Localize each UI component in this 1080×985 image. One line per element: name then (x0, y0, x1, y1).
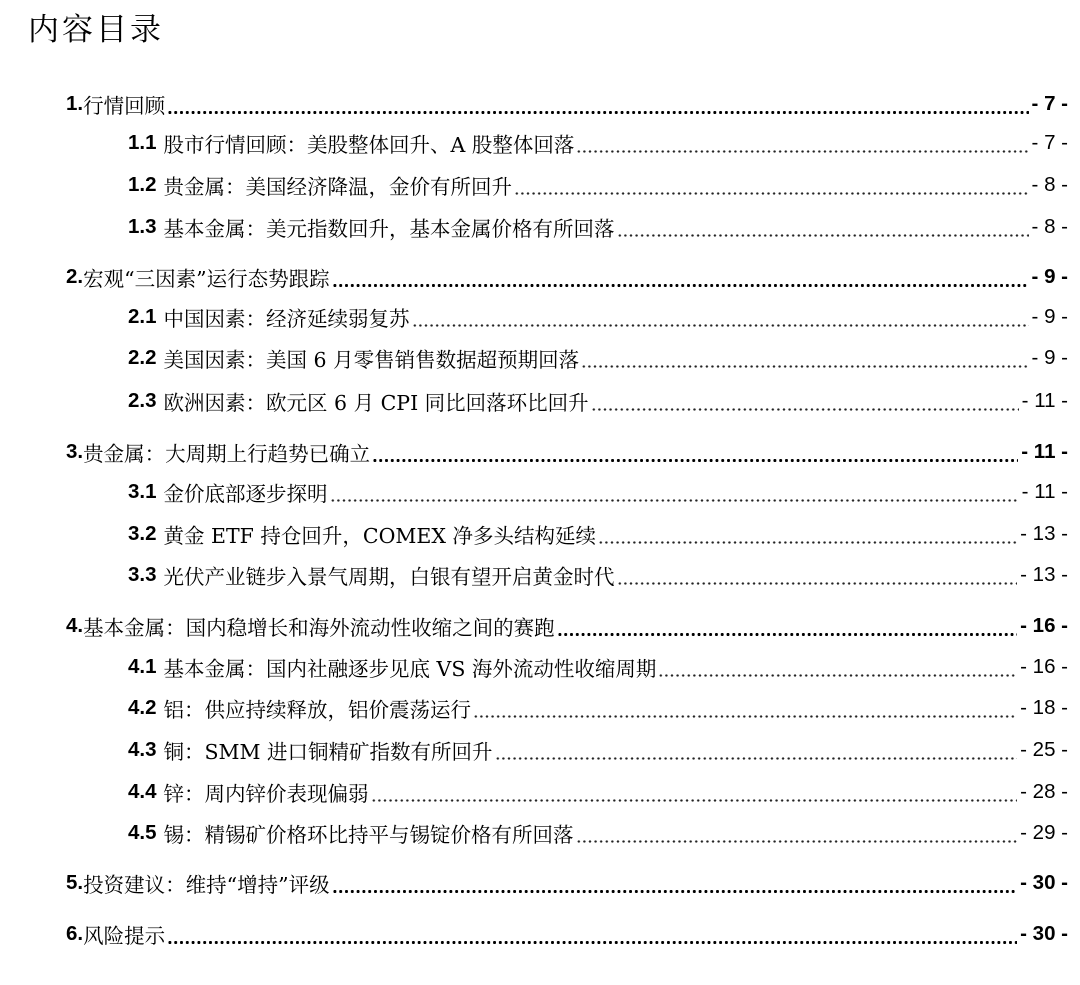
toc-entry-page: - 9 - (1031, 346, 1068, 369)
toc-entry-number: 1. (66, 92, 84, 115)
toc-entry-number: 4. (66, 614, 84, 637)
toc-entry-number: 3.3 (128, 563, 157, 586)
toc-entry-3[interactable] (66, 436, 1068, 468)
toc-entry-page: - 9 - (1031, 305, 1068, 328)
toc-entry-number: 4.3 (128, 738, 157, 761)
toc-entry-title: 股市行情回顾：美股整体回升、A 股整体回落 (163, 133, 575, 157)
toc-entry-page: - 18 - (1020, 696, 1068, 719)
dot-leader (576, 132, 1028, 154)
toc-entry-title: 基本金属：美元指数回升，基本金属价格有所回落 (163, 217, 615, 241)
toc-entry-number: 1.3 (128, 215, 157, 238)
toc-entry-3-3[interactable] (128, 559, 1068, 591)
dot-leader (167, 93, 1028, 115)
toc-entry-title: 铜：SMM 进口铜精矿指数有所回升 (163, 740, 493, 764)
toc-entry-title: 基本金属：国内社融逐步见底 VS 海外流动性收缩周期 (163, 657, 657, 681)
toc-entry-number: 2.3 (128, 389, 157, 412)
toc-entry-number: 2.1 (128, 305, 157, 328)
page-title: 内容目录 (28, 12, 164, 48)
toc-entry-page: - 7 - (1031, 131, 1068, 154)
toc-entry-number: 1.2 (128, 173, 157, 196)
dot-leader (332, 266, 1029, 288)
toc-entry-number: 3.2 (128, 522, 157, 545)
toc-entry-number: 4.2 (128, 696, 157, 719)
dot-leader (167, 923, 1017, 945)
toc-entry-4-3[interactable] (128, 734, 1068, 766)
dot-leader (371, 781, 1018, 803)
toc-entry-number: 2. (66, 265, 84, 288)
toc-entry-title: 中国因素：经济延续弱复苏 (163, 307, 410, 331)
toc-entry-4-4[interactable] (128, 776, 1068, 808)
toc-entry-page: - 30 - (1020, 871, 1068, 894)
toc-entry-title: 贵金属：美国经济降温，金价有所回升 (163, 175, 512, 199)
toc-entry-number: 6. (66, 922, 84, 945)
toc-entry-page: - 8 - (1031, 215, 1068, 238)
toc-entry-page: - 11 - (1021, 480, 1068, 503)
dot-leader (598, 523, 1017, 545)
toc-entry-5[interactable] (66, 867, 1068, 899)
toc-entry-4-5[interactable] (128, 817, 1068, 849)
dot-leader (617, 216, 1029, 238)
toc-entry-title: 欧洲因素：欧元区 6 月 CPI 同比回落环比回升 (163, 391, 589, 415)
dot-leader (514, 174, 1029, 196)
toc-entry-title: 金价底部逐步探明 (163, 482, 328, 506)
toc-entry-title: 锡：精锡矿价格环比持平与锡锭价格有所回落 (163, 823, 574, 847)
dot-leader (557, 615, 1018, 637)
toc-entry-number: 4.5 (128, 821, 157, 844)
toc-entry-page: - 9 - (1031, 265, 1068, 288)
toc-entry-title: 行情回顾 (83, 94, 166, 118)
toc-entry-4[interactable] (66, 610, 1068, 642)
toc-entry-2[interactable] (66, 261, 1068, 293)
toc-entry-number: 4.4 (128, 780, 157, 803)
toc-entry-page: - 29 - (1020, 821, 1068, 844)
toc-entry-3-1[interactable] (128, 476, 1068, 508)
toc-entry-title: 基本金属：国内稳增长和海外流动性收缩之间的赛跑 (83, 616, 555, 640)
dot-leader (576, 822, 1018, 844)
toc-entry-1[interactable] (66, 88, 1068, 120)
toc-entry-number: 1.1 (128, 131, 157, 154)
toc-entry-title: 投资建议：维持“增持”评级 (83, 873, 330, 897)
toc-entry-number: 4.1 (128, 655, 157, 678)
toc-entry-2-2[interactable] (128, 342, 1068, 374)
toc-entry-2-1[interactable] (128, 301, 1068, 333)
toc-entry-4-2[interactable] (128, 692, 1068, 724)
toc-entry-page: - 16 - (1020, 655, 1068, 678)
toc-entry-number: 2.2 (128, 346, 157, 369)
toc-entry-page: - 25 - (1020, 738, 1068, 761)
dot-leader (412, 306, 1029, 328)
toc-entry-4-1[interactable] (128, 651, 1068, 683)
toc-entry-page: - 28 - (1020, 780, 1068, 803)
toc-entry-page: - 11 - (1021, 440, 1068, 463)
dot-leader (332, 872, 1018, 894)
dot-leader (581, 347, 1028, 369)
toc-entry-number: 3.1 (128, 480, 157, 503)
toc-entry-page: - 13 - (1020, 522, 1068, 545)
dot-leader (372, 441, 1018, 463)
dot-leader (330, 481, 1019, 503)
toc-entry-number: 3. (66, 440, 84, 463)
toc-entry-page: - 11 - (1021, 389, 1068, 412)
toc-entry-page: - 8 - (1031, 173, 1068, 196)
toc-entry-title: 美国因素：美国 6 月零售销售数据超预期回落 (163, 348, 580, 372)
dot-leader (658, 656, 1017, 678)
toc-entry-1-3[interactable] (128, 211, 1068, 243)
toc-entry-2-3[interactable] (128, 385, 1068, 417)
toc-entry-page: - 13 - (1020, 563, 1068, 586)
toc-entry-title: 锌：周内锌价表现偏弱 (163, 782, 369, 806)
dot-leader (495, 739, 1018, 761)
toc-entry-title: 黄金 ETF 持仓回升，COMEX 净多头结构延续 (163, 524, 596, 548)
toc-entry-3-2[interactable] (128, 518, 1068, 550)
toc-entry-page: - 30 - (1020, 922, 1068, 945)
toc-entry-page: - 7 - (1031, 92, 1068, 115)
toc-entry-6[interactable] (66, 918, 1068, 950)
toc-entry-1-2[interactable] (128, 169, 1068, 201)
toc-entry-1-1[interactable] (128, 127, 1068, 159)
dot-leader (591, 390, 1019, 412)
toc-entry-title: 铝：供应持续释放，铝价震荡运行 (163, 698, 471, 722)
toc-entry-title: 风险提示 (83, 924, 166, 948)
toc-entry-title: 宏观“三因素”运行态势跟踪 (83, 267, 330, 291)
toc-entry-number: 5. (66, 871, 84, 894)
toc-entry-page: - 16 - (1020, 614, 1068, 637)
toc-entry-title: 贵金属：大周期上行趋势已确立 (83, 442, 371, 466)
toc-entry-title: 光伏产业链步入景气周期，白银有望开启黄金时代 (163, 565, 615, 589)
dot-leader (473, 697, 1017, 719)
dot-leader (617, 564, 1018, 586)
